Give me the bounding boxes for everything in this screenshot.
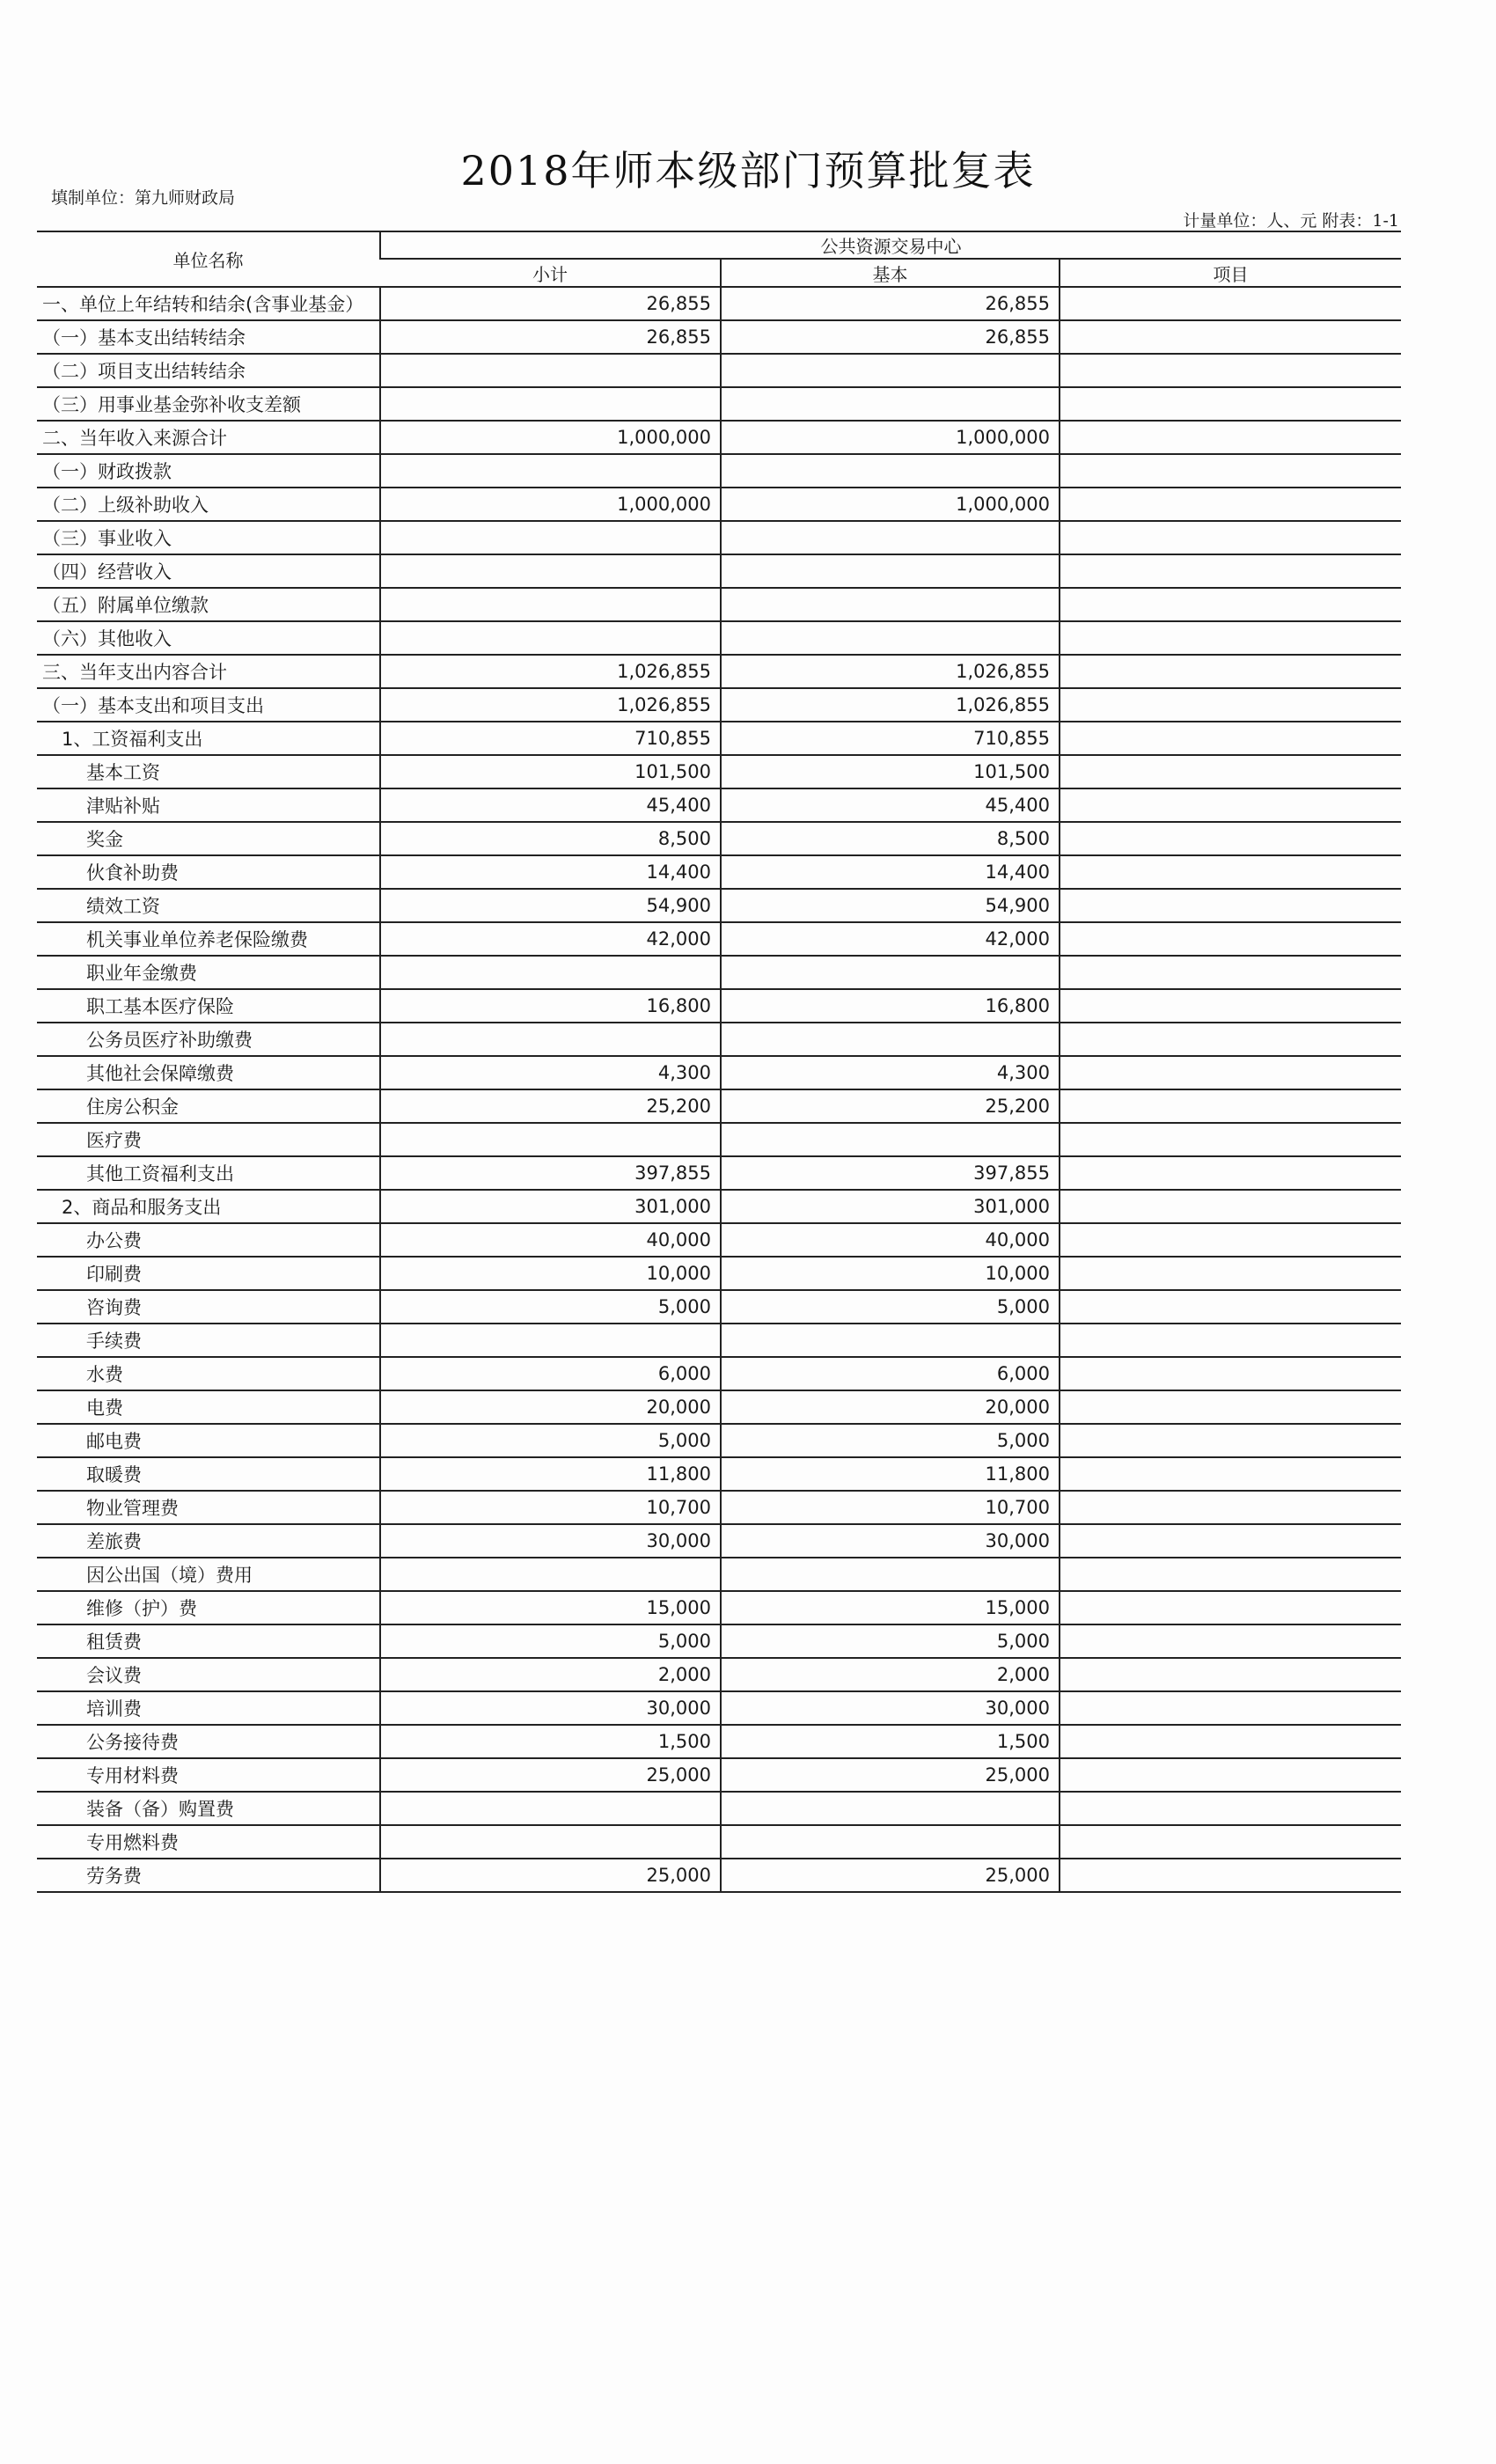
row-name-cell: 培训费 (37, 1691, 380, 1725)
row-subtotal-cell: 4,300 (380, 1056, 721, 1089)
row-project-cell (1060, 1758, 1401, 1792)
row-subtotal-cell: 5,000 (380, 1424, 721, 1457)
row-name-cell: 差旅费 (37, 1524, 380, 1558)
row-basic-cell (721, 1825, 1060, 1859)
row-subtotal-cell (380, 1324, 721, 1357)
row-subtotal-cell: 14,400 (380, 855, 721, 889)
row-project-cell (1060, 588, 1401, 621)
row-name-cell: 住房公积金 (37, 1089, 380, 1123)
row-subtotal-cell: 1,026,855 (380, 688, 721, 722)
row-basic-cell: 25,000 (721, 1758, 1060, 1792)
row-name-cell: 职业年金缴费 (37, 956, 380, 989)
row-project-cell (1060, 621, 1401, 655)
row-project-cell (1060, 454, 1401, 488)
filler-unit: 填制单位：第九师财政局 (51, 188, 236, 208)
table-row (37, 354, 1401, 387)
row-subtotal-cell (380, 521, 721, 554)
row-subtotal-cell: 5,000 (380, 1624, 721, 1658)
table-row (37, 1156, 1401, 1190)
row-name-cell: 取暖费 (37, 1457, 380, 1491)
row-name-cell: 专用燃料费 (37, 1825, 380, 1859)
row-subtotal-cell: 25,200 (380, 1089, 721, 1123)
row-name-cell: 其他社会保障缴费 (37, 1056, 380, 1089)
table-row (37, 889, 1401, 922)
row-basic-cell (721, 521, 1060, 554)
table-row (37, 1056, 1401, 1089)
row-name-cell: 印刷费 (37, 1257, 380, 1290)
table-row (37, 1123, 1401, 1156)
row-project-cell (1060, 1257, 1401, 1290)
row-subtotal-cell: 2,000 (380, 1658, 721, 1691)
table-row (37, 1257, 1401, 1290)
row-project-cell (1060, 1056, 1401, 1089)
table-row (37, 722, 1401, 755)
row-name-cell: （三）事业收入 (37, 521, 380, 554)
row-basic-cell: 301,000 (721, 1190, 1060, 1223)
row-basic-cell: 1,026,855 (721, 655, 1060, 688)
row-basic-cell: 25,000 (721, 1859, 1060, 1892)
table-row (37, 1357, 1401, 1390)
table-row (37, 1725, 1401, 1758)
row-project-cell (1060, 1290, 1401, 1324)
row-project-cell (1060, 488, 1401, 521)
row-subtotal-cell: 42,000 (380, 922, 721, 956)
row-name-cell: 津贴补贴 (37, 788, 380, 822)
row-subtotal-cell: 26,855 (380, 287, 721, 320)
row-basic-cell: 1,026,855 (721, 688, 1060, 722)
table-row (37, 1324, 1401, 1357)
row-subtotal-cell: 10,700 (380, 1491, 721, 1524)
row-project-cell (1060, 1023, 1401, 1056)
row-subtotal-cell (380, 1123, 721, 1156)
row-project-cell (1060, 354, 1401, 387)
row-subtotal-cell (380, 621, 721, 655)
row-basic-cell (721, 454, 1060, 488)
row-basic-cell: 10,000 (721, 1257, 1060, 1290)
row-name-cell: 因公出国（境）费用 (37, 1558, 380, 1591)
row-name-cell: 电费 (37, 1390, 380, 1424)
table-row (37, 1290, 1401, 1324)
row-subtotal-cell: 6,000 (380, 1357, 721, 1390)
row-subtotal-cell: 5,000 (380, 1290, 721, 1324)
row-subtotal-cell (380, 588, 721, 621)
row-project-cell (1060, 1390, 1401, 1424)
row-project-cell (1060, 956, 1401, 989)
row-name-cell: 邮电费 (37, 1424, 380, 1457)
table-row (37, 1023, 1401, 1056)
table-row (37, 1658, 1401, 1691)
row-project-cell (1060, 1357, 1401, 1390)
row-project-cell (1060, 1424, 1401, 1457)
row-project-cell (1060, 1591, 1401, 1624)
row-name-cell: 机关事业单位养老保险缴费 (37, 922, 380, 956)
row-basic-cell: 30,000 (721, 1524, 1060, 1558)
table-row (37, 855, 1401, 889)
row-project-cell (1060, 1190, 1401, 1223)
row-subtotal-cell: 16,800 (380, 989, 721, 1023)
row-name-cell: （二）上级补助收入 (37, 488, 380, 521)
row-name-cell: 咨询费 (37, 1290, 380, 1324)
row-basic-cell (721, 621, 1060, 655)
row-name-cell: 公务员医疗补助缴费 (37, 1023, 380, 1056)
row-subtotal-cell (380, 1825, 721, 1859)
row-name-cell: 伙食补助费 (37, 855, 380, 889)
row-name-cell: 一、单位上年结转和结余(含事业基金） (37, 287, 380, 320)
row-project-cell (1060, 554, 1401, 588)
row-name-cell: 维修（护）费 (37, 1591, 380, 1624)
table-row (37, 454, 1401, 488)
row-name-cell: 租赁费 (37, 1624, 380, 1658)
row-basic-cell: 710,855 (721, 722, 1060, 755)
row-name-cell: 会议费 (37, 1658, 380, 1691)
row-project-cell (1060, 1825, 1401, 1859)
row-name-cell: （三）用事业基金弥补收支差额 (37, 387, 380, 421)
table-row (37, 1591, 1401, 1624)
row-subtotal-cell (380, 554, 721, 588)
column-header-project: 项目 (1060, 259, 1401, 287)
table-row (37, 588, 1401, 621)
row-project-cell (1060, 1859, 1401, 1892)
row-name-cell: 物业管理费 (37, 1491, 380, 1524)
row-basic-cell: 6,000 (721, 1357, 1060, 1390)
table-row (37, 554, 1401, 588)
row-basic-cell: 101,500 (721, 755, 1060, 788)
table-body (37, 287, 1401, 1892)
row-project-cell (1060, 1089, 1401, 1123)
row-subtotal-cell: 45,400 (380, 788, 721, 822)
row-name-cell: （五）附属单位缴款 (37, 588, 380, 621)
row-subtotal-cell: 25,000 (380, 1859, 721, 1892)
table-row (37, 521, 1401, 554)
row-basic-cell: 2,000 (721, 1658, 1060, 1691)
row-basic-cell (721, 1558, 1060, 1591)
row-basic-cell: 42,000 (721, 922, 1060, 956)
row-basic-cell (721, 588, 1060, 621)
row-basic-cell: 10,700 (721, 1491, 1060, 1524)
row-project-cell (1060, 855, 1401, 889)
row-subtotal-cell: 15,000 (380, 1591, 721, 1624)
table-row (37, 1558, 1401, 1591)
table-row (37, 1089, 1401, 1123)
column-group-header: 公共资源交易中心 (380, 231, 1401, 259)
table-row (37, 621, 1401, 655)
row-basic-cell (721, 1123, 1060, 1156)
row-project-cell (1060, 1658, 1401, 1691)
row-name-cell: 水费 (37, 1357, 380, 1390)
row-project-cell (1060, 1324, 1401, 1357)
table-row (37, 1424, 1401, 1457)
row-project-cell (1060, 788, 1401, 822)
row-subtotal-cell: 30,000 (380, 1691, 721, 1725)
table-row (37, 488, 1401, 521)
row-basic-cell: 1,000,000 (721, 488, 1060, 521)
row-basic-cell: 15,000 (721, 1591, 1060, 1624)
table-row (37, 421, 1401, 454)
row-project-cell (1060, 1524, 1401, 1558)
row-subtotal-cell: 301,000 (380, 1190, 721, 1223)
row-basic-cell: 4,300 (721, 1056, 1060, 1089)
row-subtotal-cell: 20,000 (380, 1390, 721, 1424)
row-name-cell: 办公费 (37, 1223, 380, 1257)
row-subtotal-cell: 397,855 (380, 1156, 721, 1190)
row-basic-cell: 5,000 (721, 1424, 1060, 1457)
row-subtotal-cell (380, 956, 721, 989)
page-title: 2018年师本级部门预算批复表 (460, 147, 1036, 194)
row-subtotal-cell: 1,000,000 (380, 488, 721, 521)
row-subtotal-cell: 1,500 (380, 1725, 721, 1758)
row-basic-cell (721, 354, 1060, 387)
table-row (37, 1524, 1401, 1558)
row-basic-cell: 16,800 (721, 989, 1060, 1023)
row-project-cell (1060, 387, 1401, 421)
table-row (37, 1624, 1401, 1658)
row-subtotal-cell: 101,500 (380, 755, 721, 788)
row-name-cell: 二、当年收入来源合计 (37, 421, 380, 454)
unit-info: 计量单位：人、元 附表：1-1 (1183, 211, 1399, 231)
row-subtotal-cell: 26,855 (380, 320, 721, 354)
row-subtotal-cell: 25,000 (380, 1758, 721, 1792)
row-project-cell (1060, 822, 1401, 855)
budget-table (37, 231, 1401, 1893)
row-project-cell (1060, 1156, 1401, 1190)
table-row (37, 1223, 1401, 1257)
table-row (37, 1859, 1401, 1892)
row-name-cell: 基本工资 (37, 755, 380, 788)
row-project-cell (1060, 1624, 1401, 1658)
row-name-cell: 奖金 (37, 822, 380, 855)
row-name-cell: 劳务费 (37, 1859, 380, 1892)
row-name-cell: 1、工资福利支出 (37, 722, 380, 755)
row-name-cell: 公务接待费 (37, 1725, 380, 1758)
row-project-cell (1060, 1792, 1401, 1825)
row-project-cell (1060, 521, 1401, 554)
row-basic-cell (721, 1324, 1060, 1357)
row-basic-cell: 40,000 (721, 1223, 1060, 1257)
row-project-cell (1060, 320, 1401, 354)
row-name-cell: （一）基本支出和项目支出 (37, 688, 380, 722)
row-name-cell: 手续费 (37, 1324, 380, 1357)
row-project-cell (1060, 1223, 1401, 1257)
row-basic-cell: 26,855 (721, 287, 1060, 320)
row-name-cell: 医疗费 (37, 1123, 380, 1156)
table-row (37, 922, 1401, 956)
table-row (37, 1825, 1401, 1859)
row-basic-cell (721, 387, 1060, 421)
row-subtotal-cell: 1,026,855 (380, 655, 721, 688)
table-row (37, 956, 1401, 989)
row-basic-cell (721, 1792, 1060, 1825)
row-subtotal-cell: 10,000 (380, 1257, 721, 1290)
row-name-cell: 2、商品和服务支出 (37, 1190, 380, 1223)
row-project-cell (1060, 1725, 1401, 1758)
row-name-cell: （四）经营收入 (37, 554, 380, 588)
row-subtotal-cell: 30,000 (380, 1524, 721, 1558)
table-row (37, 387, 1401, 421)
table-row (37, 320, 1401, 354)
row-project-cell (1060, 922, 1401, 956)
row-subtotal-cell: 1,000,000 (380, 421, 721, 454)
table-row (37, 788, 1401, 822)
row-subtotal-cell: 710,855 (380, 722, 721, 755)
row-basic-cell: 397,855 (721, 1156, 1060, 1190)
table-row (37, 655, 1401, 688)
row-basic-cell: 8,500 (721, 822, 1060, 855)
row-project-cell (1060, 1691, 1401, 1725)
table-row (37, 1792, 1401, 1825)
row-basic-cell: 11,800 (721, 1457, 1060, 1491)
row-basic-cell: 20,000 (721, 1390, 1060, 1424)
row-project-cell (1060, 688, 1401, 722)
table-row (37, 822, 1401, 855)
row-basic-cell: 26,855 (721, 320, 1060, 354)
column-header-basic: 基本 (721, 259, 1060, 287)
row-project-cell (1060, 1123, 1401, 1156)
row-name-cell: 专用材料费 (37, 1758, 380, 1792)
row-basic-cell: 30,000 (721, 1691, 1060, 1725)
row-basic-cell: 1,500 (721, 1725, 1060, 1758)
row-name-cell: 职工基本医疗保险 (37, 989, 380, 1023)
row-project-cell (1060, 421, 1401, 454)
row-project-cell (1060, 755, 1401, 788)
row-project-cell (1060, 1558, 1401, 1591)
row-basic-cell: 5,000 (721, 1624, 1060, 1658)
row-basic-cell: 1,000,000 (721, 421, 1060, 454)
row-project-cell (1060, 287, 1401, 320)
row-name-cell: （二）项目支出结转结余 (37, 354, 380, 387)
table-row (37, 755, 1401, 788)
row-basic-cell: 25,200 (721, 1089, 1060, 1123)
table-row (37, 1457, 1401, 1491)
table-row (37, 1190, 1401, 1223)
column-header-subtotal: 小计 (380, 259, 721, 287)
row-name-cell: （六）其他收入 (37, 621, 380, 655)
table-row (37, 688, 1401, 722)
row-project-cell (1060, 655, 1401, 688)
row-name-cell: 装备（备）购置费 (37, 1792, 380, 1825)
table-row (37, 1390, 1401, 1424)
row-subtotal-cell (380, 1792, 721, 1825)
row-project-cell (1060, 722, 1401, 755)
row-basic-cell (721, 554, 1060, 588)
row-name-cell: （一）财政拨款 (37, 454, 380, 488)
table-row (37, 1758, 1401, 1792)
table-row (37, 1691, 1401, 1725)
row-name-cell: 三、当年支出内容合计 (37, 655, 380, 688)
table-row (37, 1491, 1401, 1524)
row-subtotal-cell: 8,500 (380, 822, 721, 855)
row-subtotal-cell: 54,900 (380, 889, 721, 922)
row-subtotal-cell (380, 454, 721, 488)
row-name-cell: 其他工资福利支出 (37, 1156, 380, 1190)
row-basic-cell: 5,000 (721, 1290, 1060, 1324)
column-header-name: 单位名称 (37, 231, 380, 287)
table-row (37, 989, 1401, 1023)
row-subtotal-cell: 11,800 (380, 1457, 721, 1491)
row-name-cell: （一）基本支出结转结余 (37, 320, 380, 354)
row-project-cell (1060, 1457, 1401, 1491)
row-basic-cell (721, 956, 1060, 989)
row-subtotal-cell (380, 1023, 721, 1056)
table-row (37, 287, 1401, 320)
row-basic-cell: 54,900 (721, 889, 1060, 922)
row-project-cell (1060, 1491, 1401, 1524)
row-basic-cell (721, 1023, 1060, 1056)
row-subtotal-cell (380, 354, 721, 387)
row-subtotal-cell (380, 387, 721, 421)
row-subtotal-cell (380, 1558, 721, 1591)
row-basic-cell: 45,400 (721, 788, 1060, 822)
row-project-cell (1060, 989, 1401, 1023)
row-subtotal-cell: 40,000 (380, 1223, 721, 1257)
row-project-cell (1060, 889, 1401, 922)
row-basic-cell: 14,400 (721, 855, 1060, 889)
row-name-cell: 绩效工资 (37, 889, 380, 922)
